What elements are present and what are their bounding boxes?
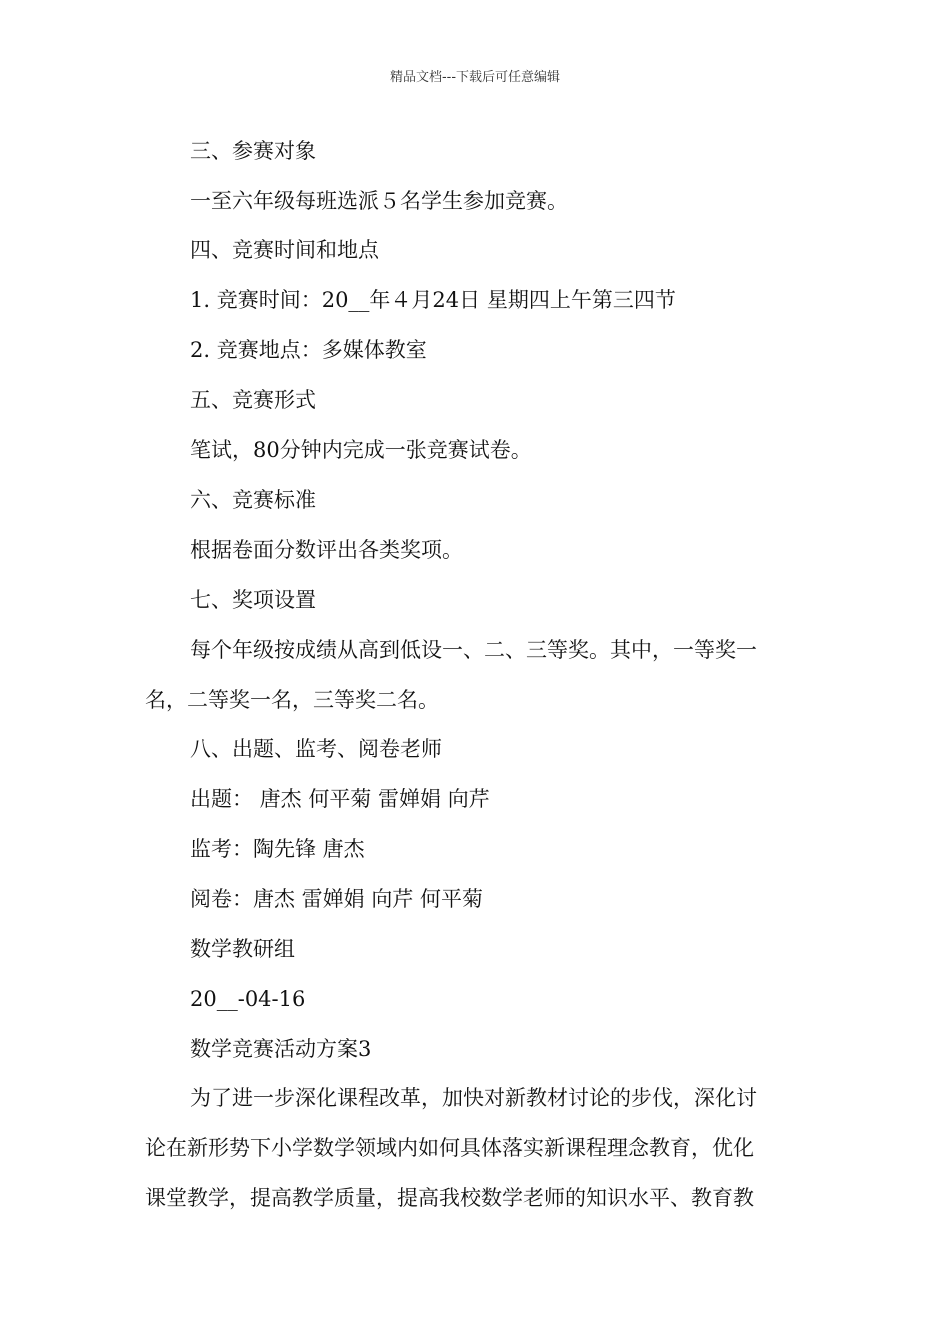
- paragraph-awards-line1: 每个年级按成绩从高到低设一、二、三等奖。其中，一等奖一: [190, 638, 757, 662]
- paragraph-participants: 一至六年级每班选派５名学生参加竞赛。: [190, 189, 568, 213]
- paragraph-standard: 根据卷面分数评出各类奖项。: [190, 538, 463, 562]
- teachers-markers: 阅卷：唐杰 雷婵娟 向芹 何平菊: [190, 887, 484, 911]
- signature-date: 20__-04-16: [190, 987, 306, 1011]
- paragraph-awards-line2: 名，二等奖一名，三等奖二名。: [145, 688, 439, 712]
- section-heading-standard: 六、竞赛标准: [190, 488, 316, 512]
- paragraph-intro-line3: 课堂教学，提高教学质量，提高我校数学老师的知识水平、教育教: [145, 1186, 754, 1210]
- section-heading-time-place: 四、竞赛时间和地点: [190, 238, 379, 262]
- teachers-question-setters: 出题： 唐杰 何平菊 雷婵娟 向芹: [190, 787, 490, 811]
- teachers-invigilators: 监考：陶先锋 唐杰: [190, 837, 365, 861]
- section-heading-awards: 七、奖项设置: [190, 588, 316, 612]
- paragraph-intro-line2: 论在新形势下小学数学领域内如何具体落实新课程理念教育，优化: [145, 1136, 754, 1160]
- paragraph-intro-line1: 为了进一步深化课程改革，加快对新教材讨论的步伐，深化讨: [190, 1086, 757, 1110]
- plan-title: 数学竞赛活动方案3: [190, 1037, 372, 1061]
- page-header: 精品文档---下载后可任意编辑: [389, 70, 561, 85]
- paragraph-format: 笔试，80分钟内完成一张竞赛试卷。: [190, 438, 532, 462]
- list-item-time: 1. 竞赛时间：20__年４月24日 星期四上午第三四节: [190, 288, 676, 312]
- section-heading-participants: 三、参赛对象: [190, 139, 316, 163]
- signature-group: 数学教研组: [190, 937, 295, 961]
- section-heading-format: 五、竞赛形式: [190, 388, 316, 412]
- section-heading-teachers: 八、出题、监考、阅卷老师: [190, 737, 442, 761]
- list-item-place: 2. 竞赛地点：多媒体教室: [190, 338, 427, 362]
